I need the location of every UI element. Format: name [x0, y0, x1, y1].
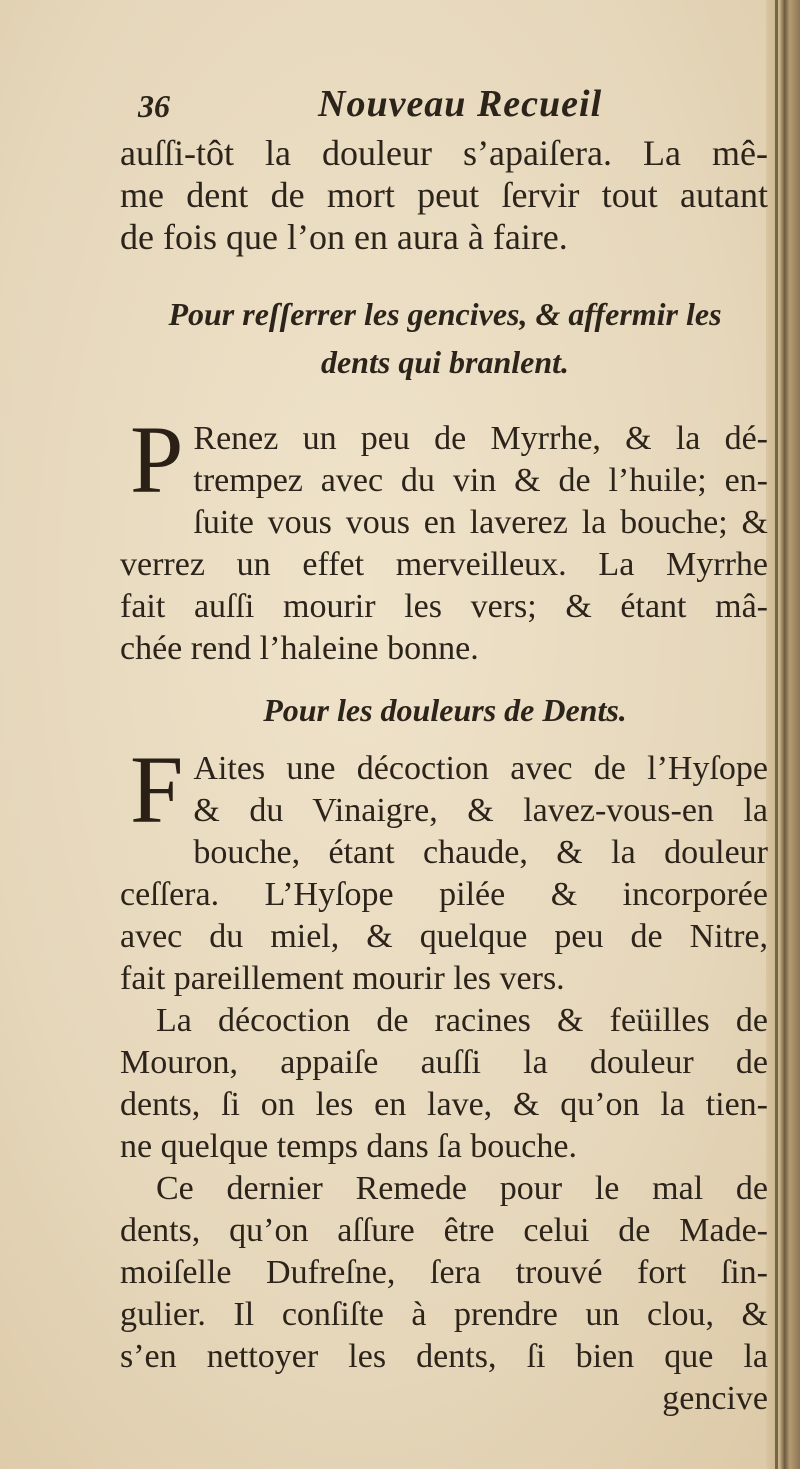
text-line: de fois que l’on en aura à faire. — [120, 217, 568, 257]
text-line: Ce dernier Remede pour le mal de — [156, 1170, 768, 1207]
text-line: s’en nettoyer les dents, ſi bien que la — [120, 1338, 768, 1375]
heading-line: Pour les douleurs de Dents. — [263, 692, 627, 728]
page-edge-shadow — [766, 0, 800, 1469]
text-line: chée rend l’haleine bonne. — [120, 630, 479, 667]
text-line: ceſſera. L’Hyſope pilée & incorporée — [120, 876, 768, 913]
page-number: 36 — [138, 88, 170, 124]
text-line: auſſi-tôt la douleur s’apaiſera. La mê- — [120, 133, 768, 173]
text-line: Renez un peu de Myrrhe, & la dé- — [193, 420, 768, 457]
text-line: dents, qu’on aſſure être celui de Made- — [120, 1212, 768, 1249]
text-line: avec du miel, & quelque peu de Nitre, — [120, 918, 768, 955]
drop-cap: F — [130, 736, 184, 843]
heading-line: dents qui branlent. — [320, 344, 570, 380]
text-line: moiſelle Dufreſne, ſera trouvé fort ſin- — [120, 1254, 768, 1291]
text-line: gulier. Il conſiſte à prendre un clou, & — [120, 1296, 768, 1333]
running-title: Nouveau Recueil — [318, 83, 603, 125]
text-line: & du Vinaigre, & lavez-vous-en la — [193, 792, 768, 829]
section-heading-toothache — [120, 686, 770, 734]
binding-edge — [775, 0, 778, 1469]
catchword: gencive — [662, 1380, 768, 1417]
text-line: dents, ſi on les en lave, & qu’on la tien- — [120, 1086, 768, 1123]
text-line: verrez un effet merveilleux. La Myrrhe — [120, 546, 768, 583]
text-line: Mouron, appaiſe auſſi la douleur de — [120, 1044, 768, 1081]
text-line: bouche, étant chaude, & la douleur — [193, 834, 768, 871]
text-line: me dent de mort peut ſervir tout autant — [120, 175, 768, 215]
text-line: fait pareillement mourir les vers. — [120, 960, 565, 997]
text-line: fait auſſi mourir les vers; & étant mâ- — [120, 588, 768, 625]
text-line: La décoction de racines & feüilles de — [156, 1002, 768, 1039]
continuation-text — [120, 132, 768, 258]
text-line: ſuite vous vous en laverez la bouche; & — [193, 504, 768, 541]
text-line: ne quelque temps dans ſa bouche. — [120, 1128, 577, 1165]
section-heading-gums — [120, 290, 770, 386]
heading-line: Pour reſſerrer les gencives, & affermir les — [168, 296, 722, 332]
drop-cap: P — [130, 406, 184, 513]
text-line: trempez avec du vin & de l’huile; en- — [193, 462, 768, 499]
page-header — [138, 82, 618, 132]
paragraph-myrrhe — [120, 406, 768, 670]
text-line: Aites une décoction avec de l’Hyſope — [193, 750, 768, 787]
paragraph-hysope — [120, 736, 768, 1420]
